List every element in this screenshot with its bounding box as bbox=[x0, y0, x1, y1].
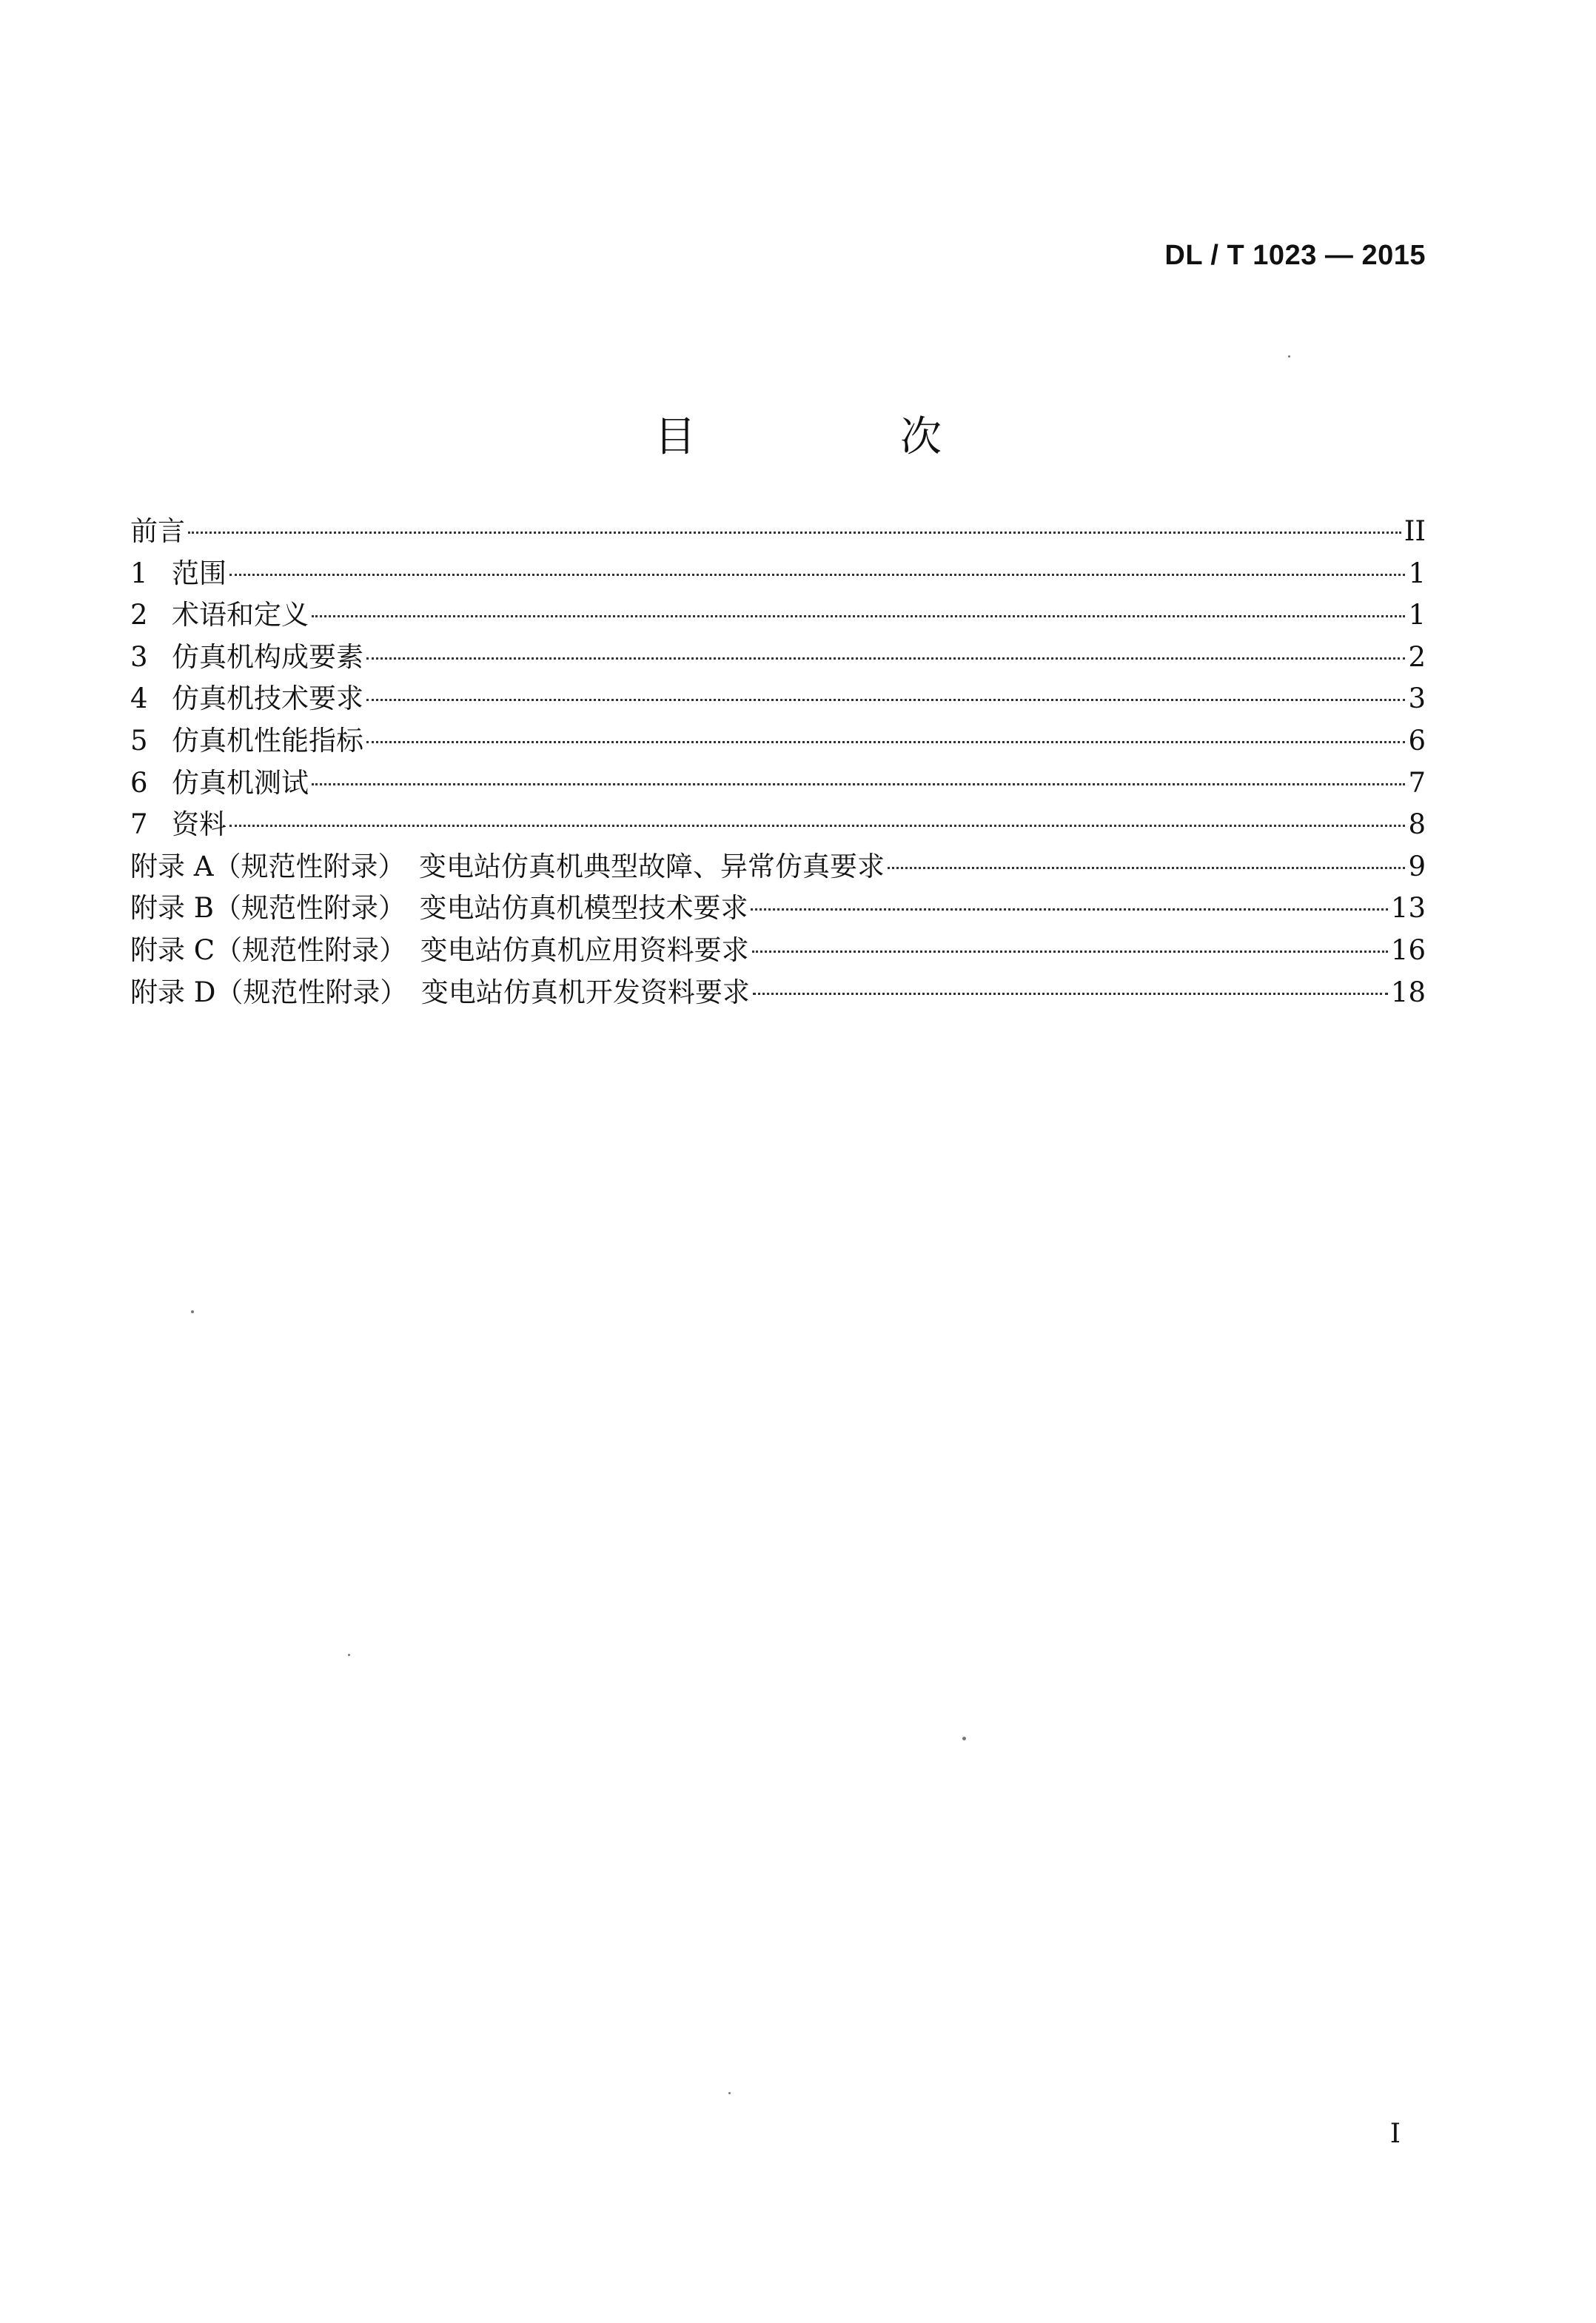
scan-speck bbox=[191, 1310, 194, 1313]
toc-entry[interactable] bbox=[130, 720, 1426, 762]
toc-entry-page: 6 bbox=[1408, 724, 1426, 757]
toc-entry-number: 6 bbox=[130, 766, 148, 799]
toc-entry-label: 资料 bbox=[172, 808, 227, 841]
toc-entry-page: II bbox=[1404, 515, 1426, 547]
toc-dot-leader bbox=[188, 532, 1401, 534]
toc-entry-page: 1 bbox=[1408, 599, 1426, 631]
table-of-contents bbox=[130, 511, 1426, 1013]
toc-dot-leader bbox=[312, 615, 1405, 617]
toc-dot-leader bbox=[312, 783, 1405, 785]
scan-speck bbox=[728, 2092, 731, 2094]
toc-entry-label: 前言 bbox=[130, 515, 185, 547]
toc-entry[interactable] bbox=[130, 888, 1426, 930]
scan-speck bbox=[1288, 355, 1290, 358]
toc-entry-number: 7 bbox=[130, 808, 148, 841]
toc-dot-leader bbox=[366, 741, 1405, 743]
toc-entry[interactable] bbox=[130, 678, 1426, 720]
toc-entry[interactable] bbox=[130, 553, 1426, 595]
toc-dot-leader bbox=[229, 574, 1405, 576]
toc-entry-number: 3 bbox=[130, 640, 148, 673]
toc-entry-page: 8 bbox=[1408, 808, 1426, 841]
toc-entry-label: 附录 D（规范性附录） 变电站仿真机开发资料要求 bbox=[130, 976, 750, 1008]
toc-entry-number: 4 bbox=[130, 683, 148, 715]
toc-entry[interactable] bbox=[130, 637, 1426, 679]
toc-entry-label: 仿真机性能指标 bbox=[172, 724, 363, 757]
standard-code: DL / T 1023 — 2015 bbox=[1164, 240, 1426, 271]
toc-entry-label: 仿真机构成要素 bbox=[172, 640, 363, 673]
toc-dot-leader bbox=[752, 951, 1388, 953]
toc-title: 目 次 bbox=[654, 412, 1023, 461]
toc-entry-label: 仿真机技术要求 bbox=[172, 683, 363, 715]
toc-entry-label: 仿真机测试 bbox=[172, 766, 309, 799]
toc-entry[interactable] bbox=[130, 972, 1426, 1014]
toc-entry-number: 5 bbox=[130, 724, 148, 757]
toc-entry-label: 范围 bbox=[172, 557, 227, 589]
toc-entry-number: 1 bbox=[130, 557, 148, 589]
toc-entry-page: 7 bbox=[1408, 766, 1426, 799]
toc-entry-page: 9 bbox=[1408, 850, 1426, 882]
toc-entry[interactable] bbox=[130, 762, 1426, 805]
toc-entry[interactable] bbox=[130, 594, 1426, 637]
toc-entry-page: 3 bbox=[1408, 683, 1426, 715]
toc-entry-page: 18 bbox=[1390, 976, 1426, 1008]
page-number: I bbox=[1389, 2119, 1401, 2149]
toc-entry-page: 1 bbox=[1408, 557, 1426, 589]
toc-entry-label: 附录 B（规范性附录） 变电站仿真机模型技术要求 bbox=[130, 892, 748, 925]
scan-speck bbox=[962, 1737, 966, 1740]
toc-entry-page: 13 bbox=[1390, 892, 1426, 925]
toc-entry-number: 2 bbox=[130, 599, 148, 631]
toc-entry[interactable] bbox=[130, 930, 1426, 972]
toc-entry-label: 附录 C（规范性附录） 变电站仿真机应用资料要求 bbox=[130, 933, 749, 966]
toc-entry[interactable] bbox=[130, 846, 1426, 888]
toc-dot-leader bbox=[229, 825, 1405, 827]
toc-entry-label: 术语和定义 bbox=[172, 599, 309, 631]
toc-entry-page: 2 bbox=[1408, 640, 1426, 673]
toc-entry-label: 附录 A（规范性附录） 变电站仿真机典型故障、异常仿真要求 bbox=[130, 850, 885, 882]
toc-entry[interactable] bbox=[130, 511, 1426, 553]
toc-dot-leader bbox=[753, 993, 1388, 995]
toc-dot-leader bbox=[751, 908, 1387, 911]
toc-entry-page: 16 bbox=[1390, 933, 1426, 966]
toc-dot-leader bbox=[366, 699, 1405, 701]
scan-speck bbox=[348, 1654, 350, 1656]
toc-dot-leader bbox=[366, 657, 1405, 660]
toc-dot-leader bbox=[888, 867, 1405, 869]
toc-entry[interactable] bbox=[130, 804, 1426, 846]
